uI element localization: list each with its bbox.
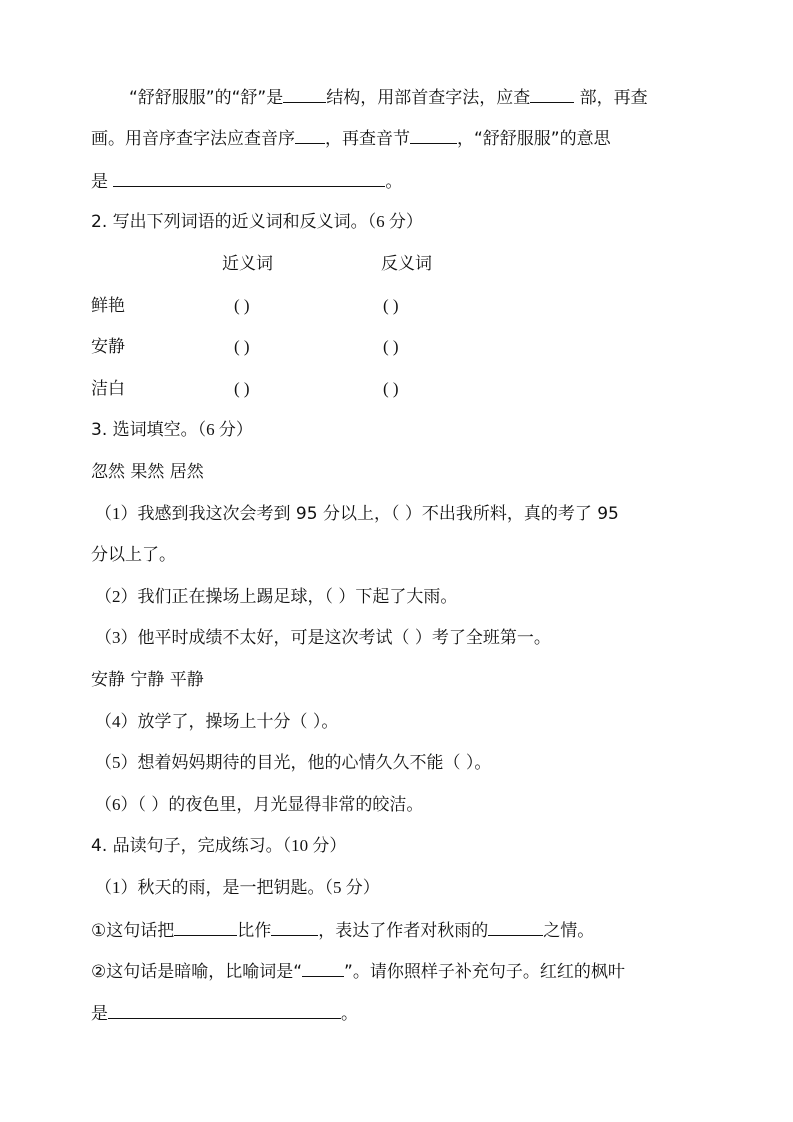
synonym-blank[interactable]: ( ) [234,379,250,398]
text: “舒舒服服”的“舒”是 [129,88,284,108]
answer-blank-emotion[interactable] [488,919,543,936]
q1-line-1 [129,86,648,109]
text: 是 [91,1004,108,1024]
q4-s2 [91,960,625,983]
answer-blank-compared[interactable] [271,919,318,936]
text: 结构，用部首查字法，应查 [326,88,531,108]
q1-line-3 [91,170,402,193]
answer-blank-radical[interactable] [530,86,574,103]
answer-blank-meaning[interactable] [113,170,385,187]
q4-s1 [91,919,594,942]
text: 部，再查 [574,88,648,108]
antonym-blank[interactable]: ( ) [383,379,399,398]
text: ，表达了作者对秋雨的 [318,921,489,941]
item-label: （3） [95,628,138,647]
score: （10 分） [282,836,347,855]
text: 是 [91,172,114,192]
answer-blank-sentence[interactable] [108,1002,341,1019]
item-label: （5） [95,753,138,772]
text: ②这句话是暗喻，比喻词是“ [91,962,303,982]
fill-item-3 [95,627,551,649]
col-header-synonym: 近义词 [222,254,273,274]
text: 。 [385,172,403,192]
item-text: 我感到我这次会考到 95 分以上，（ ）不出我所料，真的考了 95 [137,504,619,524]
text: ，再查音节 [325,129,410,149]
antonym-blank[interactable]: ( ) [383,296,399,315]
word-bank-2: 安静 宁静 平静 [91,670,204,690]
item-text: 他平时成绩不太好，可是这次考试（ ）考了全班第一。 [137,628,551,648]
word-label: 安静 [91,337,125,357]
synonym-blank[interactable]: ( ) [234,337,250,356]
fill-item-1-cont: 分以上了。 [91,545,176,565]
item-label: （2） [95,587,138,606]
question-text: 2. 写出下列词语的近义词和反义词。 [91,212,368,232]
score: （6 分） [367,212,423,231]
answer-blank-metaphor-word[interactable] [302,960,344,977]
q3-title [91,419,253,441]
item-label: （1） [95,878,138,897]
text: 之情。 [543,921,595,941]
text: 画。用音序查字法应查音序 [91,129,295,149]
question-text: 3. 选词填空。 [91,420,198,440]
fill-item-1 [95,503,619,525]
word-label: 洁白 [91,379,125,399]
item-label: （6） [95,795,138,814]
text: ”。请你照样子补充句子。红红的枫叶 [344,962,625,982]
fill-item-6 [95,794,423,816]
fill-item-2 [95,586,457,608]
answer-blank-syllable[interactable] [410,127,457,144]
item-text: 放学了，操场上十分（ ）。 [137,712,339,732]
item-label: （4） [95,712,138,731]
text: ，“舒舒服服”的意思 [457,129,611,149]
col-header-antonym: 反义词 [381,254,432,274]
answer-blank-object[interactable] [174,919,237,936]
item-text: 想着妈妈期待的目光，他的心情久久不能（ ）。 [137,753,492,773]
answer-blank-structure[interactable] [283,86,326,103]
score: （5 分） [324,878,380,897]
text: ①这句话把 [91,921,175,941]
answer-blank-initial[interactable] [295,127,325,144]
item-text: 我们正在操场上踢足球，（ ）下起了大雨。 [137,587,458,607]
question-text: 4. 品读句子，完成练习。 [91,836,283,856]
item-label: （1） [95,504,138,523]
item-text: （ ）的夜色里，月光显得非常的皎洁。 [137,795,424,815]
q4-s2-cont [91,1002,358,1025]
synonym-blank[interactable]: ( ) [234,296,250,315]
text: 。 [341,1004,358,1024]
item-text: 秋天的雨，是一把钥匙。 [137,878,325,898]
fill-item-5 [95,752,491,774]
score: （6 分） [197,420,253,439]
antonym-blank[interactable]: ( ) [383,337,399,356]
word-label: 鲜艳 [91,296,125,316]
q2-title [91,211,423,233]
text: 比作 [237,921,272,941]
fill-item-4 [95,711,338,733]
word-bank-1: 忽然 果然 居然 [91,462,204,482]
q4-sub1 [95,877,380,899]
q4-title [91,835,346,857]
q1-line-2 [91,127,611,150]
